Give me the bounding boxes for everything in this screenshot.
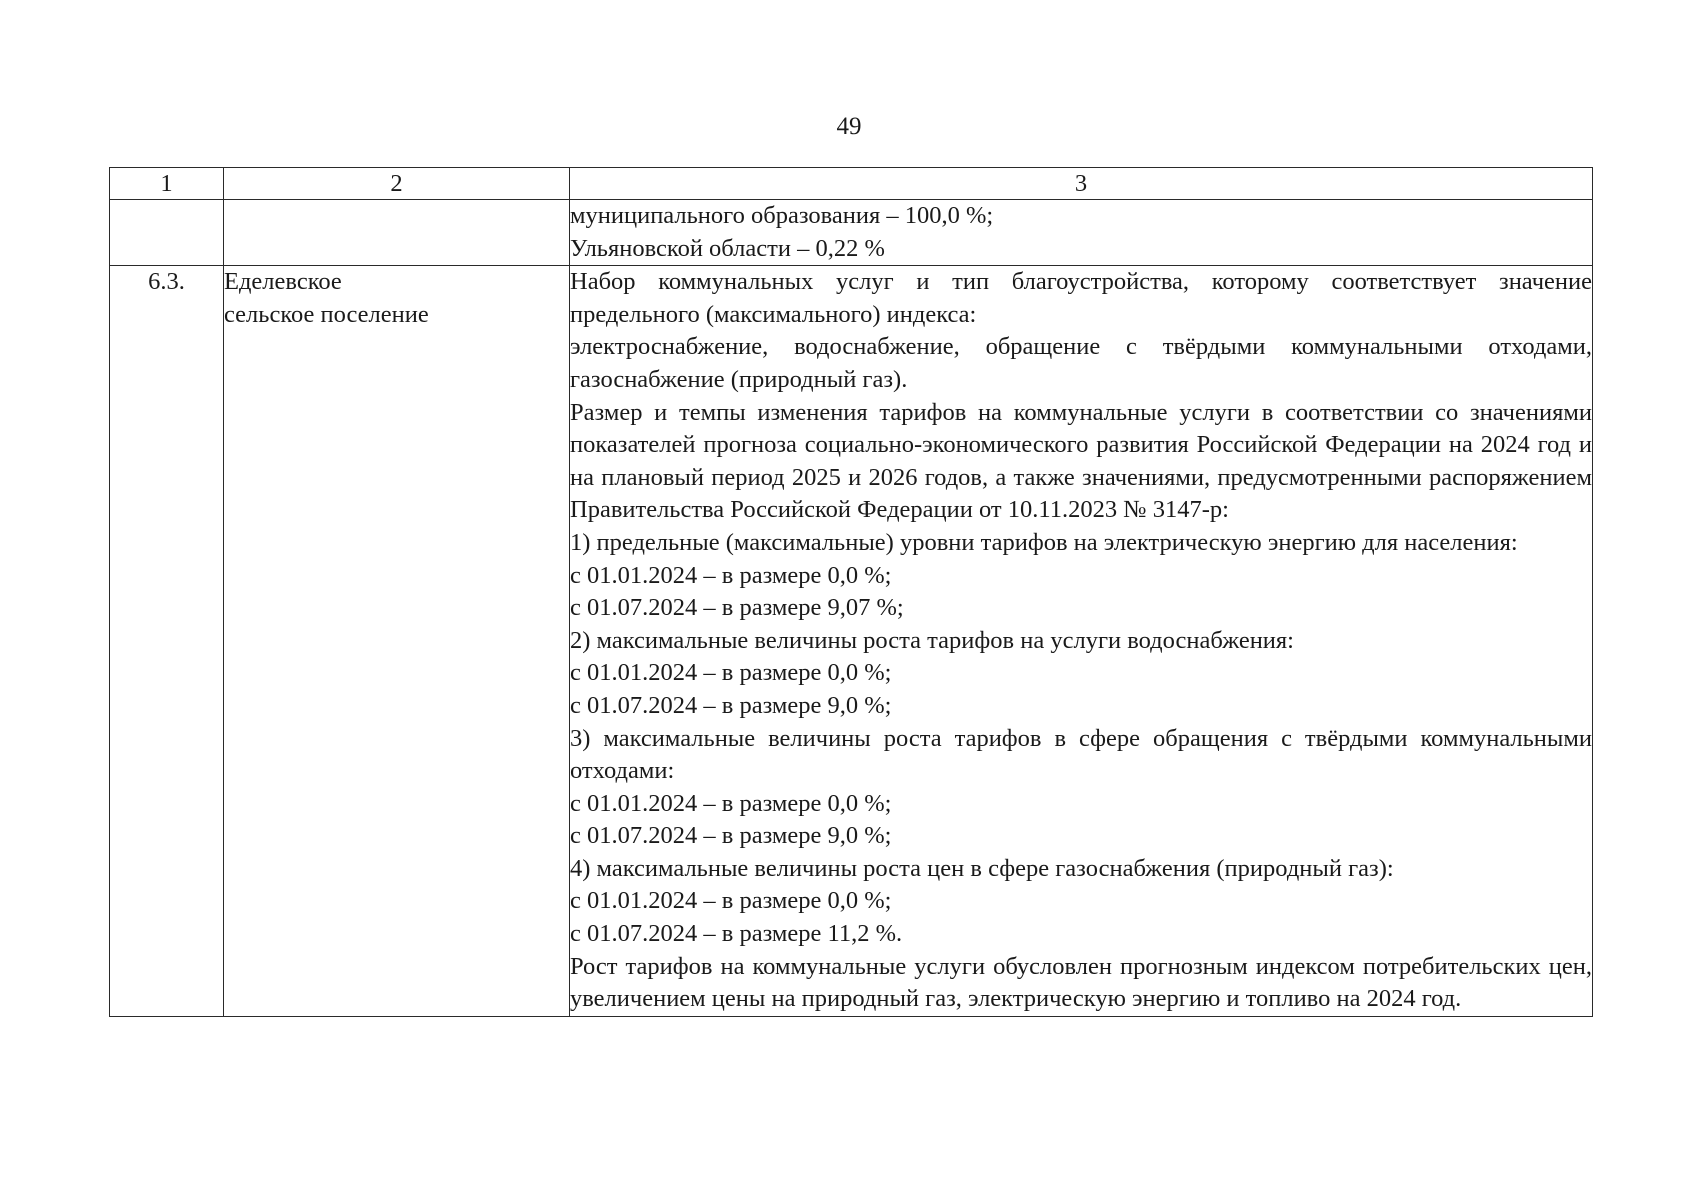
paragraph: Размер и темпы изменения тарифов на коммунальные услуги в соответствии со значениями показателей прогноза социально-экономического развития Российской Федерации на 2024 год и на плановый период 2025 и 2026 годов, а также значениями, предусмотренными распоряжением Правительства Российской Федерации от 10.11.2023 № 3147-р:	[570, 398, 1592, 524]
paragraph: 2) максимальные величины роста тарифов на услуги водоснабжения:	[570, 626, 1294, 654]
tariff-table	[109, 167, 1593, 1017]
continuation-line: Ульяновской области – 0,22 %	[570, 234, 885, 262]
settlement-name-line: Еделевское	[224, 268, 342, 296]
paragraph: Набор коммунальных услуг и тип благоустройства, которому соответствует значение предельного (максимального) индекса:	[570, 268, 1592, 328]
paragraph: с 01.07.2024 – в размере 9,07 %;	[570, 594, 904, 622]
paragraph: электроснабжение, водоснабжение, обращение с твёрдыми коммунальными отходами, газоснабжение (природный газ).	[570, 333, 1592, 393]
header-cell-1: 1	[110, 168, 224, 200]
table-row-continuation	[110, 200, 1593, 266]
header-cell-3: 3	[570, 168, 1593, 200]
paragraph: с 01.07.2024 – в размере 9,0 %;	[570, 691, 892, 719]
tariff-description	[570, 266, 1593, 1017]
header-cell-2: 2	[224, 168, 570, 200]
paragraph: с 01.01.2024 – в размере 0,0 %;	[570, 887, 892, 915]
paragraph: Рост тарифов на коммунальные услуги обусловлен прогнозным индексом потребительских цен, увеличением цены на природный газ, электрическую энергию и топливо на 2024 год.	[570, 952, 1592, 1013]
paragraph: с 01.07.2024 – в размере 11,2 %.	[570, 920, 903, 948]
table-row-6-3	[110, 266, 1593, 1017]
paragraph: 1) предельные (максимальные) уровни тарифов на электрическую энергию для населения:	[570, 528, 1518, 556]
paragraph: 4) максимальные величины роста цен в сфере газоснабжения (природный газ):	[570, 854, 1394, 882]
continuation-cell-text	[570, 200, 1593, 266]
continuation-line: муниципального образования – 100,0 %;	[570, 202, 994, 229]
table-header-row	[110, 168, 1593, 200]
row-number: 6.3.	[110, 266, 224, 1017]
settlement-name	[224, 266, 570, 1017]
continuation-cell-name	[224, 200, 570, 266]
paragraph: с 01.01.2024 – в размере 0,0 %;	[570, 659, 892, 687]
page-number: 49	[836, 113, 862, 140]
settlement-name-line: сельское поселение	[224, 300, 429, 328]
paragraph: 3) максимальные величины роста тарифов в сфере обращения с твёрдыми коммунальными отходами:	[570, 724, 1592, 785]
paragraph: с 01.07.2024 – в размере 9,0 %;	[570, 822, 892, 850]
paragraph: с 01.01.2024 – в размере 0,0 %;	[570, 789, 892, 817]
continuation-cell-num	[110, 200, 224, 266]
paragraph: с 01.01.2024 – в размере 0,0 %;	[570, 561, 892, 589]
